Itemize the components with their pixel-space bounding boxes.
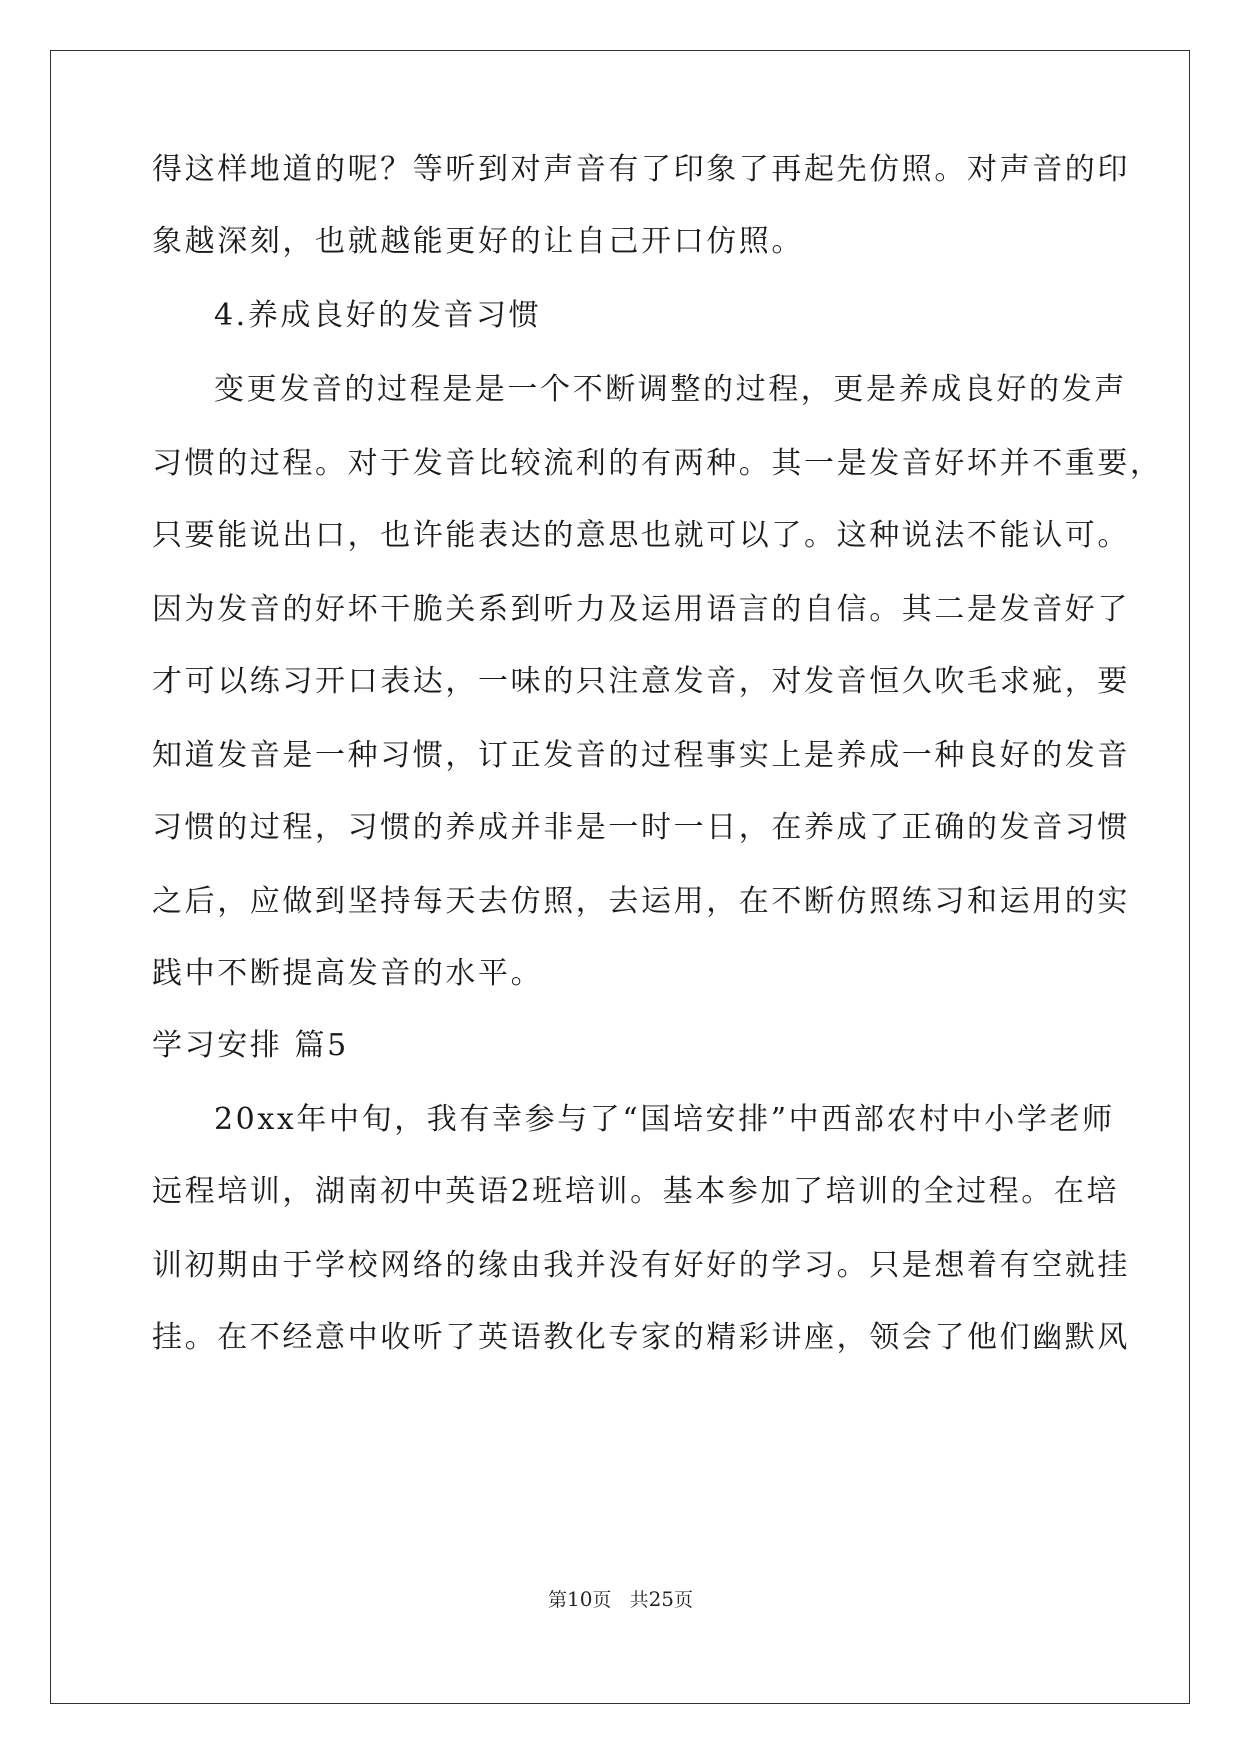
paragraph-line: 习惯的过程。对于发音比较流利的有两种。其一是发音好坏并不重要， xyxy=(152,446,1163,481)
section-heading: 4.养成良好的发音习惯 xyxy=(214,298,542,333)
paragraph-line: 因为发音的好坏干脆关系到听力及运用语言的自信。其二是发音好了 xyxy=(152,592,1130,627)
footer-page-prefix: 第 xyxy=(547,1589,567,1611)
paragraph-line: 得这样地道的呢？等听到对声音有了印象了再起先仿照。对声音的印 xyxy=(152,152,1130,187)
paragraph-line: 才可以练习开口表达，一味的只注意发音，对发音恒久吹毛求疵，要 xyxy=(152,664,1130,699)
footer-total-prefix: 共 xyxy=(629,1589,649,1611)
paragraph-line: 训初期由于学校网络的缘由我并没有好好的学习。只是想着有空就挂 xyxy=(152,1248,1130,1283)
total-page-count: 25 xyxy=(648,1587,675,1611)
paragraph-line: 20xx年中旬，我有幸参与了“国培安排”中西部农村中小学老师 xyxy=(214,1102,1115,1137)
page-footer xyxy=(0,1586,1241,1613)
paragraph-line: 习惯的过程，习惯的养成并非是一时一日，在养成了正确的发音习惯 xyxy=(152,810,1130,845)
paragraph-line: 之后，应做到坚持每天去仿照，去运用，在不断仿照练习和运用的实 xyxy=(152,884,1130,919)
footer-total-suffix: 页 xyxy=(674,1589,694,1611)
paragraph-line: 挂。在不经意中收听了英语教化专家的精彩讲座，领会了他们幽默风 xyxy=(152,1320,1130,1355)
paragraph-line: 变更发音的过程是是一个不断调整的过程，更是养成良好的发声 xyxy=(214,372,1127,407)
article-title: 学习安排 篇5 xyxy=(152,1028,349,1063)
footer-page-suffix: 页 xyxy=(592,1589,612,1611)
current-page-number: 10 xyxy=(566,1587,593,1611)
paragraph-line: 只要能说出口，也许能表达的意思也就可以了。这种说法不能认可。 xyxy=(152,518,1130,553)
paragraph-line: 远程培训，湖南初中英语2班培训。基本参加了培训的全过程。在培 xyxy=(152,1174,1120,1209)
paragraph-line: 践中不断提高发音的水平。 xyxy=(152,956,544,991)
paragraph-line: 知道发音是一种习惯，订正发音的过程事实上是养成一种良好的发音 xyxy=(152,738,1130,773)
paragraph-line: 象越深刻，也就越能更好的让自己开口仿照。 xyxy=(152,224,804,259)
